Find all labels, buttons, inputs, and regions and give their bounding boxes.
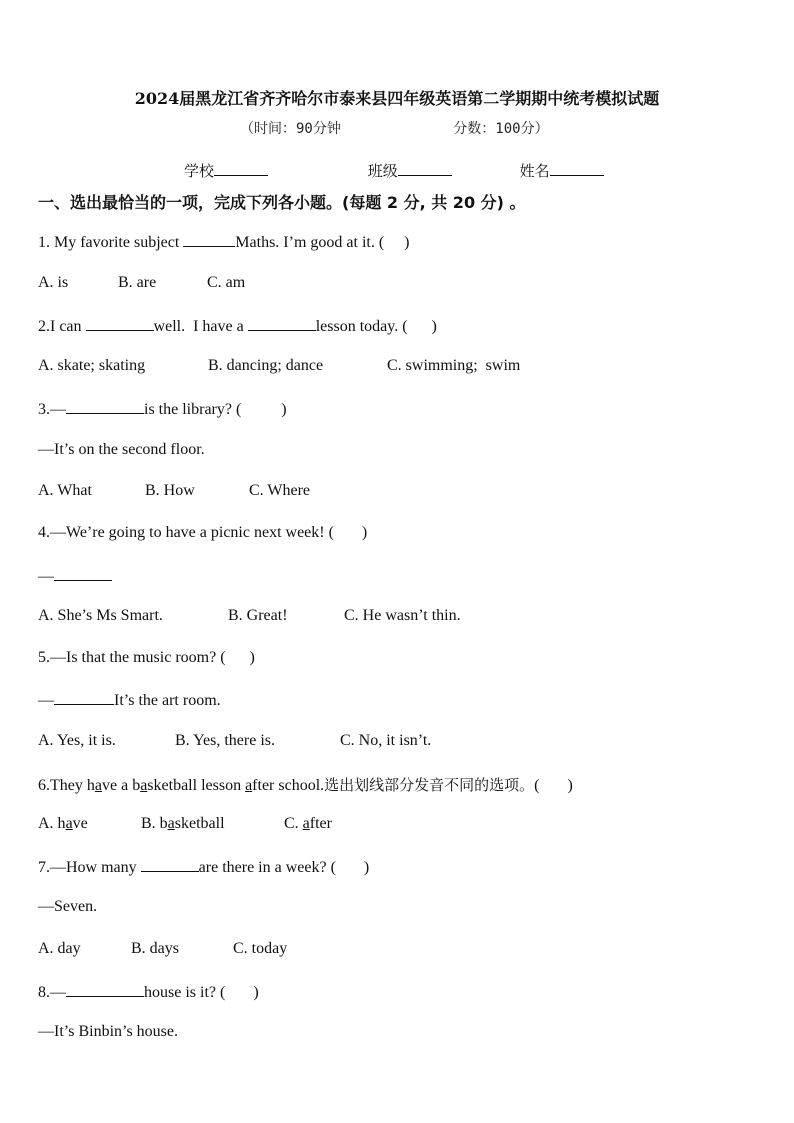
q4-stem: 4.—We’re going to have a picnic next week! ( ) [38,524,368,541]
q4-answer [38,566,112,586]
q6-option-c[interactable] [284,815,332,833]
q3-answer: —It’s on the second floor. [38,441,205,458]
q6-option-a-post: ve [72,815,88,832]
q7-option-b[interactable]: B. days [131,940,179,957]
q8-stem-a: 8.— [38,984,66,1001]
q3-option-c[interactable]: C. Where [249,482,311,499]
q6-underline-3: a [245,777,253,794]
q3-stem [38,399,287,419]
q6-underline-1: a [94,777,102,794]
q5-option-b[interactable]: B. Yes, there is. [175,732,276,749]
q1-stem [38,232,410,252]
q1-option-a[interactable]: A. is [38,274,69,291]
q4-option-a[interactable]: A. She’s Ms Smart. [38,607,163,624]
q4-blank[interactable] [54,566,112,581]
q5-option-c[interactable]: C. No, it isn’t. [340,732,432,749]
school-blank[interactable] [214,161,268,176]
q6-stem [38,774,573,795]
q5-stem: 5.—Is that the music room? ( ) [38,649,255,666]
q6-underline-2: a [140,777,148,794]
q3-options [38,482,310,500]
q5-answer-prefix: — [38,692,54,709]
q7-stem-b: are there in a week? ( ) [198,859,370,876]
q6-option-a-pre: A. h [38,815,66,832]
school-label: 学校 [184,162,215,180]
q5-answer [38,690,221,710]
q8-stem [38,982,259,1002]
q1-blank[interactable] [183,232,235,247]
q6-part-2: ve a b [101,777,141,794]
q3-option-a[interactable]: A. What [38,482,92,499]
q8-answer: —It’s Binbin’s house. [38,1023,179,1040]
q8-stem-b: house is it? ( ) [144,984,259,1001]
student-fields [184,160,604,181]
q6-part-3: sketball lesson [147,777,246,794]
q7-option-a[interactable]: A. day [38,940,81,957]
name-blank[interactable] [550,161,604,176]
q5-option-a[interactable]: A. Yes, it is. [38,732,116,749]
q1-option-b[interactable]: B. are [118,274,157,291]
q2-stem-b: well. I have a [153,318,248,335]
q6-paren: ( ) [534,777,573,794]
q1-option-c[interactable]: C. am [207,274,246,291]
q3-stem-a: 3.— [38,401,66,418]
q5-blank[interactable] [54,690,114,705]
exam-meta [240,118,549,138]
q6-option-a-underline: a [65,815,73,832]
exam-score: 分数：100分） [453,121,549,137]
name-field[interactable] [520,160,604,181]
q5-answer-b: It’s the art room. [114,692,221,709]
q2-blank-1[interactable] [86,316,154,331]
q5-options [38,732,431,750]
q7-stem [38,857,369,877]
q8-blank[interactable] [66,982,144,997]
school-field[interactable] [184,160,268,181]
q6-option-b-pre: B. b [141,815,168,832]
exam-time: （时间：90分钟 [240,121,341,137]
q2-stem-a: 2.I can [38,318,86,335]
q6-instruction: 选出划线部分发音不同的选项。 [324,776,535,794]
q2-option-a[interactable]: A. skate; skating [38,357,146,374]
q7-options [38,940,287,958]
q6-option-c-underline: a [302,815,310,832]
q1-stem-a: 1. My favorite subject [38,234,184,251]
q4-options [38,607,461,625]
q6-option-b[interactable] [141,815,284,833]
q3-stem-b: is the library? ( ) [144,401,287,418]
class-field[interactable] [368,160,452,181]
q1-stem-b: Maths. I’m good at it. ( ) [235,234,410,251]
class-blank[interactable] [398,161,452,176]
q1-options [38,274,245,292]
q7-stem-a: 7.—How many [38,859,141,876]
class-label: 班级 [367,162,398,180]
name-label: 姓名 [519,162,550,180]
q2-option-b[interactable]: B. dancing; dance [208,357,324,374]
q4-answer-prefix: — [38,568,54,585]
q7-blank[interactable] [141,857,199,872]
q4-option-c[interactable]: C. He wasn’t thin. [344,607,461,624]
q2-blank-2[interactable] [248,316,316,331]
q7-option-c[interactable]: C. today [233,940,288,957]
q6-option-c-pre: C. [284,815,303,832]
q6-option-c-post: fter [309,815,332,832]
q2-stem [38,316,437,336]
q7-answer: —Seven. [38,898,98,915]
q6-option-a[interactable] [38,815,141,833]
q6-part-4: fter school. [252,777,325,794]
q4-option-b[interactable]: B. Great! [228,607,288,624]
q3-blank[interactable] [66,399,144,414]
q6-part-1: 6.They h [38,777,95,794]
q2-option-c[interactable]: C. swimming; swim [387,357,521,374]
q6-option-b-post: sketball [174,815,225,832]
q6-options [38,815,332,833]
q3-option-b[interactable]: B. How [145,482,195,499]
q2-stem-c: lesson today. ( ) [315,318,437,335]
q6-option-b-underline: a [167,815,175,832]
exam-title: 2024届黑龙江省齐齐哈尔市泰来县四年级英语第二学期期中统考模拟试题 [134,89,660,108]
section-heading: 一、选出最恰当的一项，完成下列各小题。(每题 2 分, 共 20 分) 。 [38,193,526,212]
q2-options [38,357,520,375]
